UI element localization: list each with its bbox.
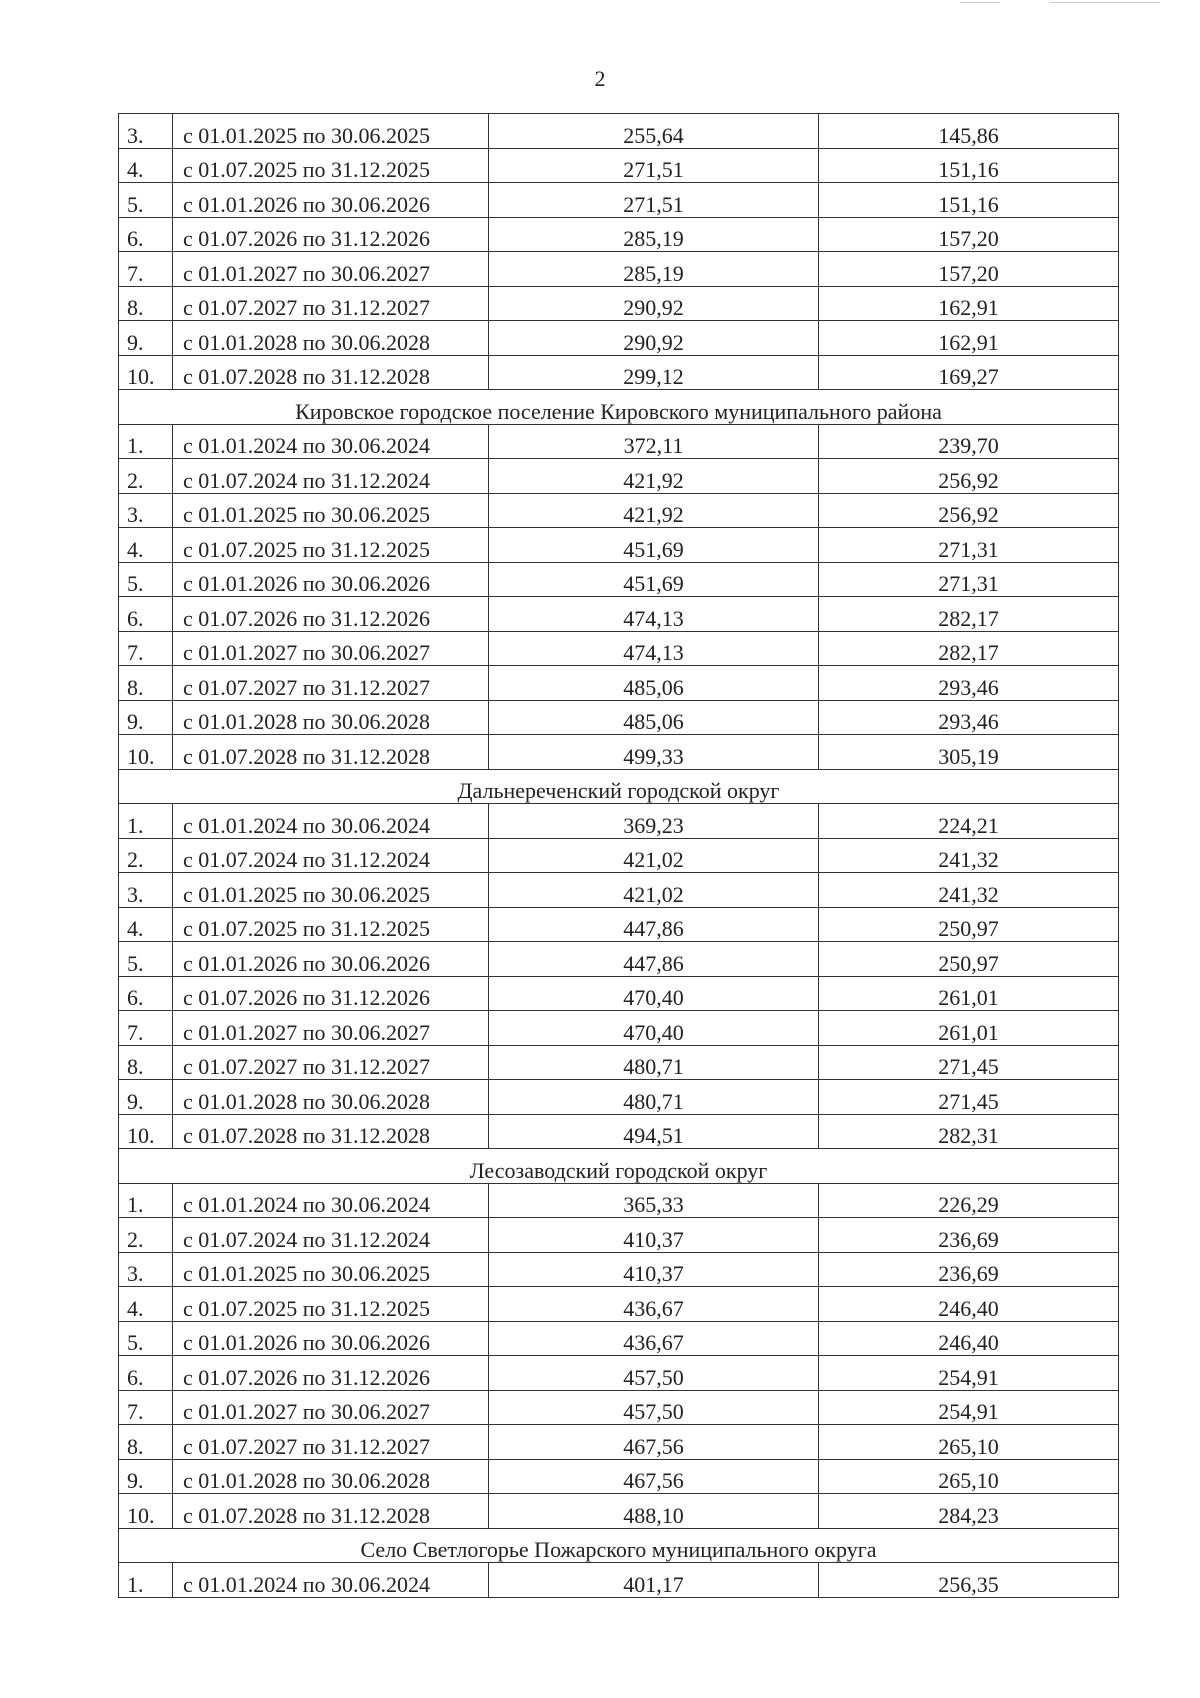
table-row [119, 114, 1119, 149]
tariff-value-2-cell: 157,20 [819, 252, 1119, 287]
tariff-value-2-cell: 256,35 [819, 1563, 1119, 1598]
row-number-cell: 8. [119, 1045, 173, 1080]
row-number-cell: 10. [119, 735, 173, 770]
table-row [119, 597, 1119, 632]
tariff-value-1-cell: 467,56 [489, 1459, 819, 1494]
row-number-cell: 8. [119, 1425, 173, 1460]
period-cell: с 01.01.2026 по 30.06.2026 [173, 183, 489, 218]
tariff-value-1-cell: 480,71 [489, 1080, 819, 1115]
tariff-value-2-cell: 236,69 [819, 1218, 1119, 1253]
tariff-value-1-cell: 488,10 [489, 1494, 819, 1529]
table-row [119, 493, 1119, 528]
period-cell: с 01.07.2027 по 31.12.2027 [173, 1045, 489, 1080]
table-row [119, 1356, 1119, 1391]
period-cell: с 01.01.2024 по 30.06.2024 [173, 424, 489, 459]
table-row [119, 873, 1119, 908]
row-number-cell: 3. [119, 493, 173, 528]
row-number-cell: 2. [119, 1218, 173, 1253]
tariff-value-2-cell: 265,10 [819, 1425, 1119, 1460]
period-cell: с 01.07.2026 по 31.12.2026 [173, 217, 489, 252]
tariff-value-2-cell: 271,31 [819, 528, 1119, 563]
tariff-value-1-cell: 421,02 [489, 838, 819, 873]
section-header-row [119, 1149, 1119, 1184]
row-number-cell: 5. [119, 183, 173, 218]
period-cell: с 01.01.2028 по 30.06.2028 [173, 321, 489, 356]
row-number-cell: 4. [119, 528, 173, 563]
tariff-value-1-cell: 410,37 [489, 1218, 819, 1253]
tariff-value-2-cell: 254,91 [819, 1356, 1119, 1391]
period-cell: с 01.07.2026 по 31.12.2026 [173, 597, 489, 632]
tariff-value-2-cell: 169,27 [819, 355, 1119, 390]
tariff-value-2-cell: 256,92 [819, 493, 1119, 528]
period-cell: с 01.07.2025 по 31.12.2025 [173, 528, 489, 563]
row-number-cell: 4. [119, 1287, 173, 1322]
period-cell: с 01.01.2028 по 30.06.2028 [173, 700, 489, 735]
tariff-value-2-cell: 282,17 [819, 631, 1119, 666]
tariff-value-2-cell: 162,91 [819, 286, 1119, 321]
period-cell: с 01.01.2027 по 30.06.2027 [173, 1390, 489, 1425]
period-cell: с 01.07.2024 по 31.12.2024 [173, 1218, 489, 1253]
row-number-cell: 3. [119, 873, 173, 908]
period-cell: с 01.07.2026 по 31.12.2026 [173, 976, 489, 1011]
row-number-cell: 2. [119, 838, 173, 873]
tariff-value-2-cell: 145,86 [819, 114, 1119, 149]
period-cell: с 01.07.2028 по 31.12.2028 [173, 355, 489, 390]
tariff-value-1-cell: 474,13 [489, 631, 819, 666]
section-title: Кировское городское поселение Кировского муниципального района [119, 390, 1119, 425]
row-number-cell: 7. [119, 631, 173, 666]
tariff-value-1-cell: 369,23 [489, 804, 819, 839]
tariff-value-1-cell: 447,86 [489, 907, 819, 942]
row-number-cell: 5. [119, 562, 173, 597]
tariff-value-2-cell: 226,29 [819, 1183, 1119, 1218]
scan-edge-mark-left [960, 2, 1000, 3]
table-row [119, 1080, 1119, 1115]
table-row [119, 1114, 1119, 1149]
tariff-value-1-cell: 299,12 [489, 355, 819, 390]
section-title: Село Светлогорье Пожарского муниципального округа [119, 1528, 1119, 1563]
row-number-cell: 1. [119, 1563, 173, 1598]
row-number-cell: 7. [119, 1011, 173, 1046]
tariff-value-2-cell: 305,19 [819, 735, 1119, 770]
row-number-cell: 8. [119, 286, 173, 321]
tariff-value-1-cell: 470,40 [489, 976, 819, 1011]
table-row [119, 735, 1119, 770]
period-cell: с 01.07.2025 по 31.12.2025 [173, 907, 489, 942]
section-title: Лесозаводский городской округ [119, 1149, 1119, 1184]
tariff-table-body [119, 114, 1119, 1598]
tariff-value-1-cell: 467,56 [489, 1425, 819, 1460]
row-number-cell: 7. [119, 252, 173, 287]
tariff-value-2-cell: 246,40 [819, 1287, 1119, 1322]
tariff-value-2-cell: 271,45 [819, 1045, 1119, 1080]
row-number-cell: 1. [119, 804, 173, 839]
table-row [119, 1425, 1119, 1460]
tariff-value-1-cell: 410,37 [489, 1252, 819, 1287]
tariff-value-2-cell: 293,46 [819, 700, 1119, 735]
tariff-table [118, 113, 1119, 1598]
tariff-value-2-cell: 265,10 [819, 1459, 1119, 1494]
row-number-cell: 3. [119, 114, 173, 149]
tariff-value-2-cell: 261,01 [819, 1011, 1119, 1046]
row-number-cell: 6. [119, 597, 173, 632]
table-row [119, 1459, 1119, 1494]
tariff-value-1-cell: 365,33 [489, 1183, 819, 1218]
section-header-row [119, 390, 1119, 425]
tariff-value-2-cell: 241,32 [819, 838, 1119, 873]
period-cell: с 01.01.2025 по 30.06.2025 [173, 1252, 489, 1287]
period-cell: с 01.01.2024 по 30.06.2024 [173, 804, 489, 839]
table-row [119, 459, 1119, 494]
table-row [119, 1494, 1119, 1529]
table-row [119, 1252, 1119, 1287]
period-cell: с 01.01.2027 по 30.06.2027 [173, 252, 489, 287]
tariff-value-2-cell: 157,20 [819, 217, 1119, 252]
period-cell: с 01.07.2027 по 31.12.2027 [173, 286, 489, 321]
period-cell: с 01.01.2026 по 30.06.2026 [173, 942, 489, 977]
period-cell: с 01.01.2028 по 30.06.2028 [173, 1080, 489, 1115]
period-cell: с 01.07.2028 по 31.12.2028 [173, 735, 489, 770]
tariff-value-2-cell: 282,17 [819, 597, 1119, 632]
tariff-value-1-cell: 457,50 [489, 1356, 819, 1391]
tariff-value-1-cell: 494,51 [489, 1114, 819, 1149]
period-cell: с 01.01.2028 по 30.06.2028 [173, 1459, 489, 1494]
tariff-value-1-cell: 372,11 [489, 424, 819, 459]
period-cell: с 01.07.2024 по 31.12.2024 [173, 838, 489, 873]
period-cell: с 01.01.2025 по 30.06.2025 [173, 873, 489, 908]
tariff-value-2-cell: 250,97 [819, 907, 1119, 942]
row-number-cell: 1. [119, 1183, 173, 1218]
table-row [119, 804, 1119, 839]
tariff-value-1-cell: 255,64 [489, 114, 819, 149]
period-cell: с 01.01.2025 по 30.06.2025 [173, 114, 489, 149]
row-number-cell: 7. [119, 1390, 173, 1425]
table-row [119, 562, 1119, 597]
tariff-value-1-cell: 499,33 [489, 735, 819, 770]
row-number-cell: 6. [119, 976, 173, 1011]
row-number-cell: 5. [119, 942, 173, 977]
tariff-value-1-cell: 271,51 [489, 183, 819, 218]
tariff-value-1-cell: 290,92 [489, 321, 819, 356]
tariff-value-2-cell: 250,97 [819, 942, 1119, 977]
tariff-value-2-cell: 254,91 [819, 1390, 1119, 1425]
tariff-value-1-cell: 436,67 [489, 1321, 819, 1356]
period-cell: с 01.07.2027 по 31.12.2027 [173, 666, 489, 701]
row-number-cell: 8. [119, 666, 173, 701]
tariff-value-2-cell: 241,32 [819, 873, 1119, 908]
tariff-value-1-cell: 421,02 [489, 873, 819, 908]
table-row [119, 700, 1119, 735]
period-cell: с 01.07.2025 по 31.12.2025 [173, 148, 489, 183]
row-number-cell: 4. [119, 907, 173, 942]
tariff-value-2-cell: 282,31 [819, 1114, 1119, 1149]
period-cell: с 01.07.2028 по 31.12.2028 [173, 1494, 489, 1529]
row-number-cell: 10. [119, 1114, 173, 1149]
tariff-value-1-cell: 285,19 [489, 217, 819, 252]
table-row [119, 252, 1119, 287]
table-row [119, 907, 1119, 942]
tariff-value-1-cell: 480,71 [489, 1045, 819, 1080]
tariff-value-1-cell: 421,92 [489, 459, 819, 494]
table-row [119, 942, 1119, 977]
tariff-value-1-cell: 401,17 [489, 1563, 819, 1598]
table-row [119, 976, 1119, 1011]
section-header-row [119, 769, 1119, 804]
section-title: Дальнереченский городской округ [119, 769, 1119, 804]
table-row [119, 1218, 1119, 1253]
tariff-value-2-cell: 256,92 [819, 459, 1119, 494]
row-number-cell: 4. [119, 148, 173, 183]
tariff-value-2-cell: 236,69 [819, 1252, 1119, 1287]
period-cell: с 01.01.2024 по 30.06.2024 [173, 1563, 489, 1598]
table-row [119, 666, 1119, 701]
tariff-value-1-cell: 421,92 [489, 493, 819, 528]
tariff-value-2-cell: 151,16 [819, 183, 1119, 218]
table-row [119, 528, 1119, 563]
table-row [119, 838, 1119, 873]
table-row [119, 1563, 1119, 1598]
row-number-cell: 5. [119, 1321, 173, 1356]
row-number-cell: 9. [119, 1080, 173, 1115]
row-number-cell: 10. [119, 355, 173, 390]
tariff-value-1-cell: 271,51 [489, 148, 819, 183]
tariff-value-1-cell: 436,67 [489, 1287, 819, 1322]
tariff-value-1-cell: 474,13 [489, 597, 819, 632]
row-number-cell: 9. [119, 1459, 173, 1494]
tariff-value-1-cell: 290,92 [489, 286, 819, 321]
row-number-cell: 3. [119, 1252, 173, 1287]
page-number: 2 [594, 66, 606, 91]
tariff-value-2-cell: 293,46 [819, 666, 1119, 701]
table-row [119, 1287, 1119, 1322]
tariff-value-2-cell: 271,31 [819, 562, 1119, 597]
row-number-cell: 9. [119, 700, 173, 735]
table-row [119, 1011, 1119, 1046]
table-row [119, 217, 1119, 252]
row-number-cell: 9. [119, 321, 173, 356]
table-row [119, 1390, 1119, 1425]
table-row [119, 1045, 1119, 1080]
table-row [119, 148, 1119, 183]
tariff-value-2-cell: 246,40 [819, 1321, 1119, 1356]
tariff-value-2-cell: 271,45 [819, 1080, 1119, 1115]
row-number-cell: 6. [119, 217, 173, 252]
period-cell: с 01.01.2026 по 30.06.2026 [173, 1321, 489, 1356]
period-cell: с 01.07.2027 по 31.12.2027 [173, 1425, 489, 1460]
tariff-value-1-cell: 285,19 [489, 252, 819, 287]
tariff-value-1-cell: 485,06 [489, 700, 819, 735]
row-number-cell: 2. [119, 459, 173, 494]
table-row [119, 424, 1119, 459]
tariff-value-2-cell: 284,23 [819, 1494, 1119, 1529]
section-header-row [119, 1528, 1119, 1563]
period-cell: с 01.01.2027 по 30.06.2027 [173, 631, 489, 666]
table-row [119, 355, 1119, 390]
table-row [119, 183, 1119, 218]
row-number-cell: 6. [119, 1356, 173, 1391]
tariff-value-2-cell: 224,21 [819, 804, 1119, 839]
tariff-value-2-cell: 261,01 [819, 976, 1119, 1011]
tariff-value-1-cell: 447,86 [489, 942, 819, 977]
tariff-value-1-cell: 451,69 [489, 528, 819, 563]
row-number-cell: 10. [119, 1494, 173, 1529]
table-row [119, 631, 1119, 666]
tariff-value-2-cell: 162,91 [819, 321, 1119, 356]
period-cell: с 01.01.2027 по 30.06.2027 [173, 1011, 489, 1046]
period-cell: с 01.07.2024 по 31.12.2024 [173, 459, 489, 494]
period-cell: с 01.01.2025 по 30.06.2025 [173, 493, 489, 528]
table-row [119, 1183, 1119, 1218]
table-row [119, 321, 1119, 356]
period-cell: с 01.07.2025 по 31.12.2025 [173, 1287, 489, 1322]
scan-edge-mark-right [1050, 2, 1160, 3]
period-cell: с 01.07.2026 по 31.12.2026 [173, 1356, 489, 1391]
tariff-value-2-cell: 151,16 [819, 148, 1119, 183]
table-row [119, 1321, 1119, 1356]
period-cell: с 01.07.2028 по 31.12.2028 [173, 1114, 489, 1149]
tariff-value-1-cell: 451,69 [489, 562, 819, 597]
period-cell: с 01.01.2024 по 30.06.2024 [173, 1183, 489, 1218]
tariff-value-1-cell: 485,06 [489, 666, 819, 701]
tariff-value-1-cell: 470,40 [489, 1011, 819, 1046]
period-cell: с 01.01.2026 по 30.06.2026 [173, 562, 489, 597]
table-row [119, 286, 1119, 321]
tariff-value-1-cell: 457,50 [489, 1390, 819, 1425]
row-number-cell: 1. [119, 424, 173, 459]
tariff-value-2-cell: 239,70 [819, 424, 1119, 459]
